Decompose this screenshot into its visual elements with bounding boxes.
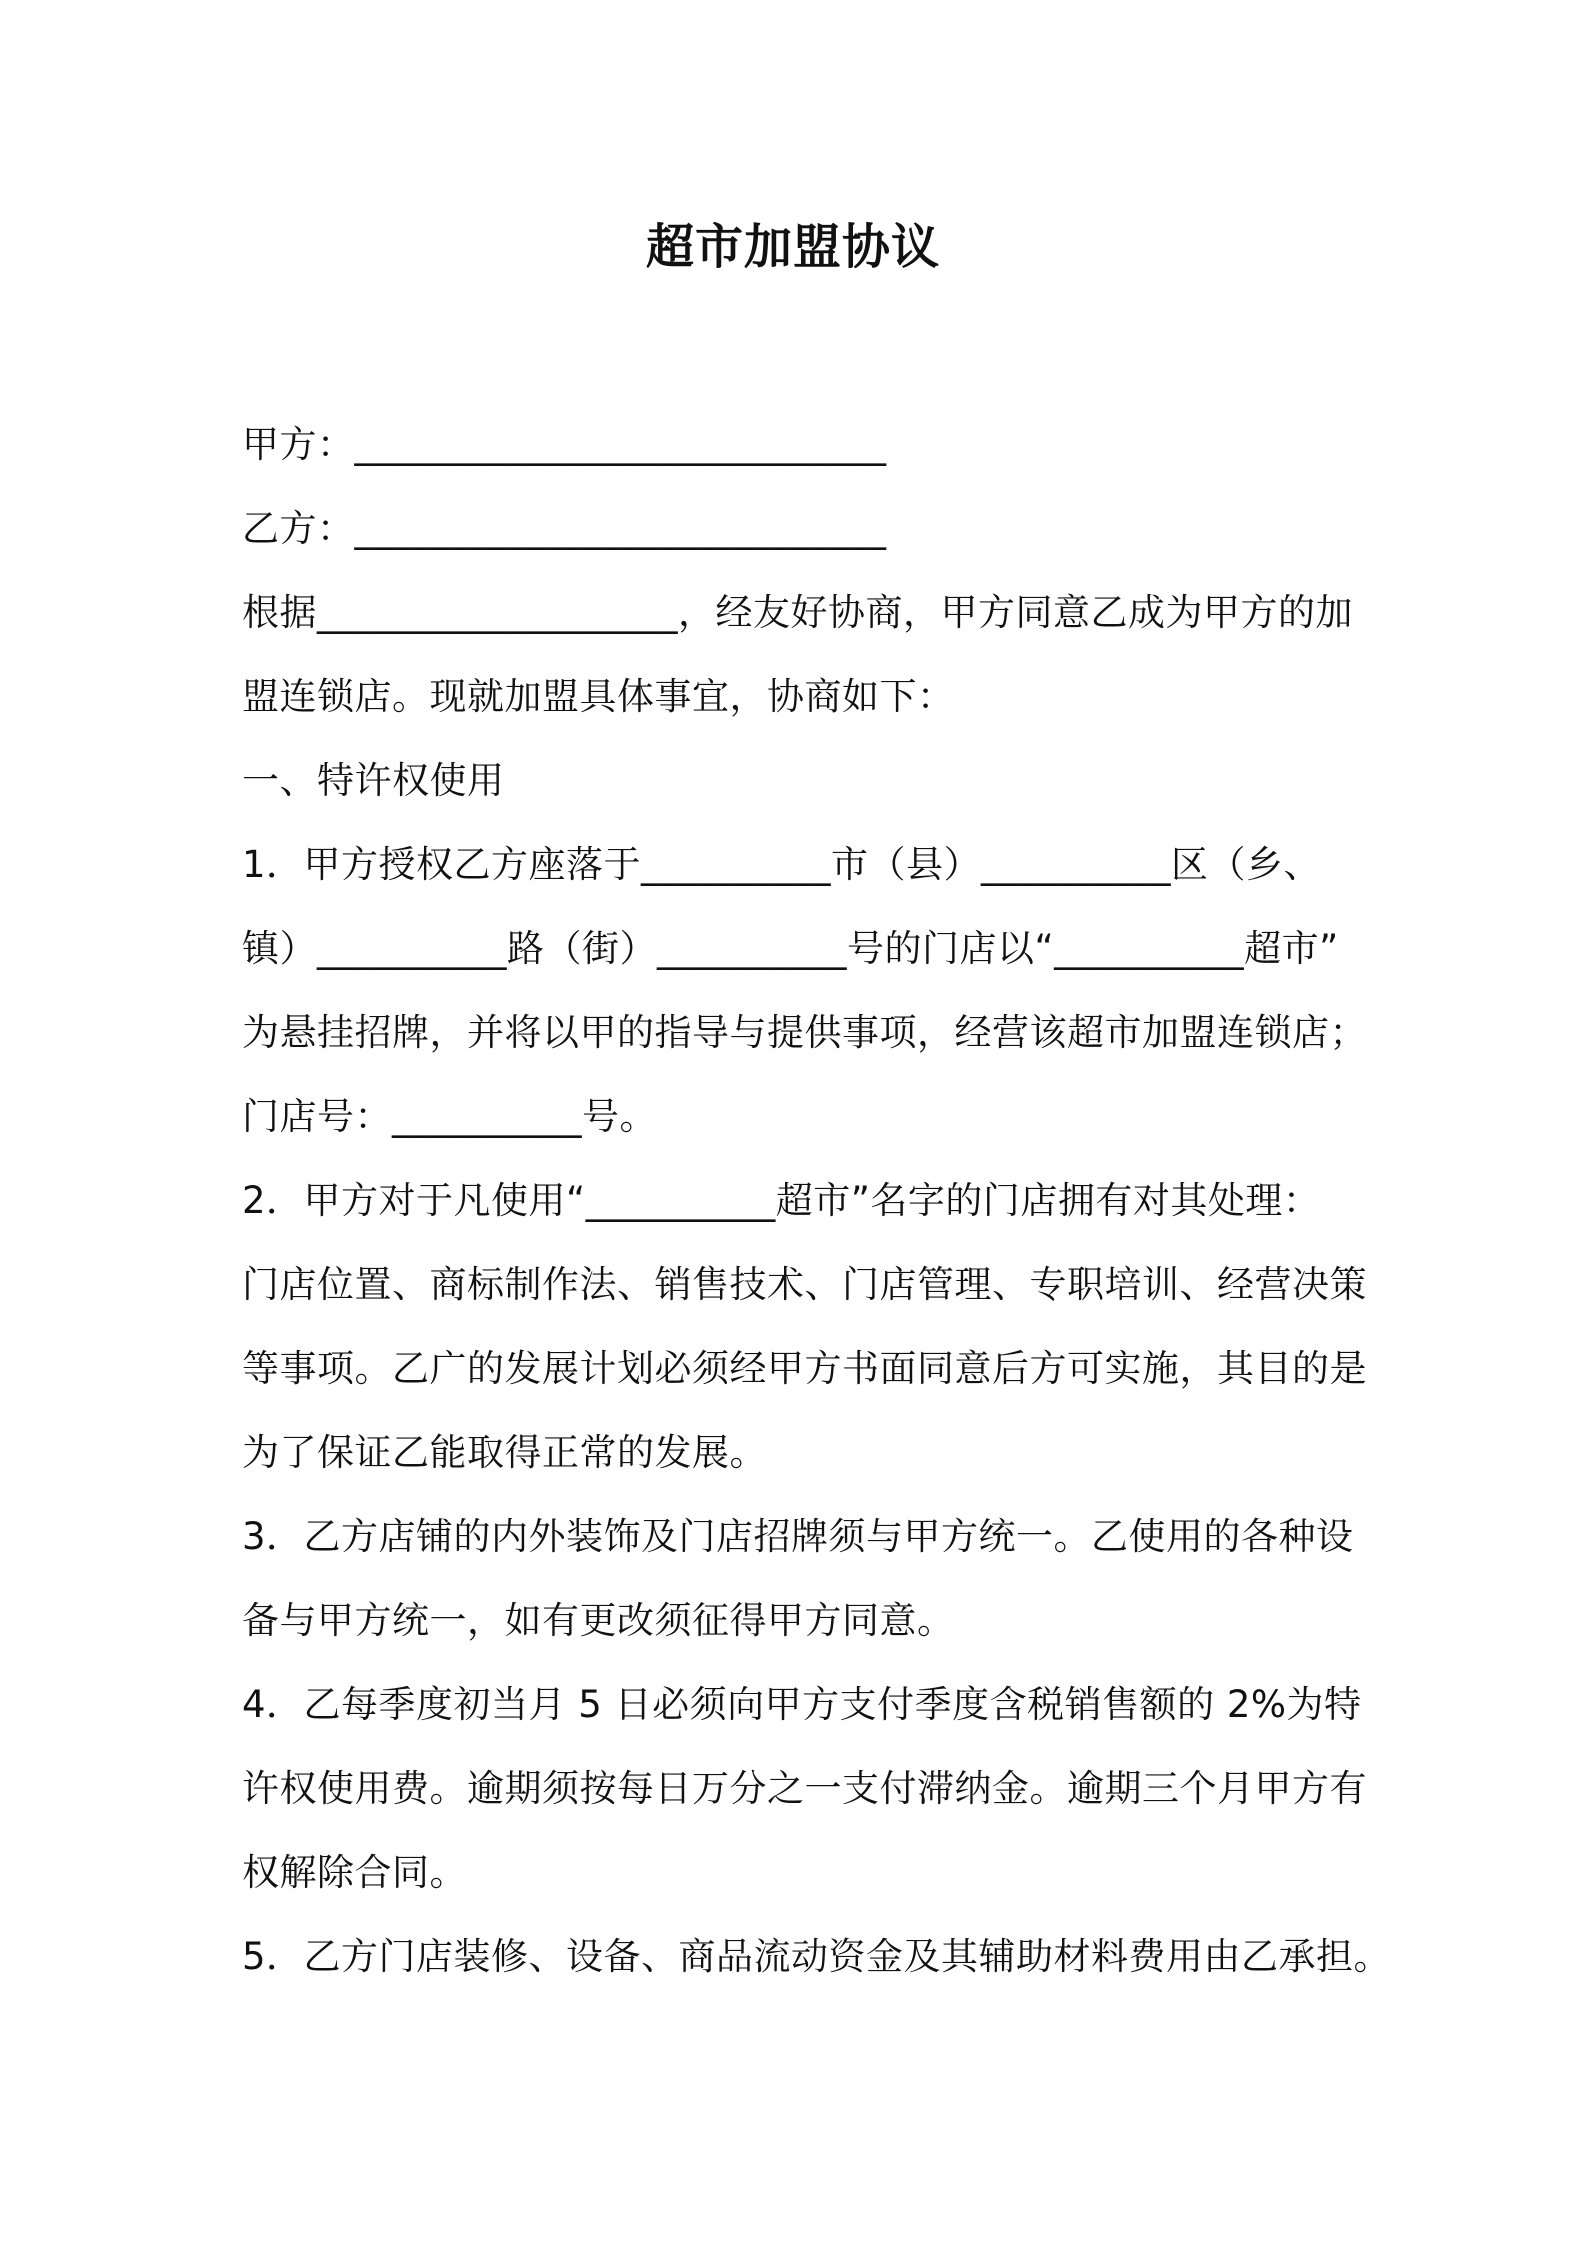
clause-2-line: 为了保证乙能取得正常的发展。 [242,1431,767,1474]
preamble-line: 根据___________________，经友好协商，甲方同意乙成为甲方的加 [242,591,1353,634]
clause-3-line: 备与甲方统一，如有更改须征得甲方同意。 [242,1599,955,1642]
clause-1-line: 镇）__________路（街）__________号的门店以“__________超市” [242,927,1339,970]
clause-1-line: 为悬挂招牌，并将以甲的指导与提供事项，经营该超市加盟连锁店； [242,1011,1367,1054]
clause-1-line: 门店号：__________号。 [242,1095,657,1138]
party-b-line: 乙方：____________________________ [242,507,887,550]
party-a-line: 甲方：____________________________ [242,423,887,466]
document-body [242,403,1392,1999]
clause-1-line: 1．甲方授权乙方座落于__________市（县）__________区（乡、 [242,843,1322,886]
clause-4-line: 4．乙每季度初当月 5 日必须向甲方支付季度含税销售额的 2%为特 [242,1683,1362,1726]
clause-2-line: 等事项。乙广的发展计划必须经甲方书面同意后方可实施，其目的是 [242,1347,1367,1390]
document-title: 超市加盟协议 [645,219,940,275]
clause-2-line: 门店位置、商标制作法、销售技术、门店管理、专职培训、经营决策 [242,1263,1367,1306]
clause-4-line: 权解除合同。 [242,1851,467,1894]
preamble-line: 盟连锁店。现就加盟具体事宜，协商如下： [242,675,955,718]
clause-5-line: 5．乙方门店装修、设备、商品流动资金及其辅助材料费用由乙承担。 [242,1935,1392,1978]
section-heading: 一、特许权使用 [242,759,505,802]
clause-4-line: 许权使用费。逾期须按每日万分之一支付滞纳金。逾期三个月甲方有 [242,1767,1367,1810]
clause-2-line: 2．甲方对于凡使用“__________超市”名字的门店拥有对其处理： [242,1179,1321,1222]
clause-3-line: 3．乙方店铺的内外装饰及门店招牌须与甲方统一。乙使用的各种设 [242,1515,1354,1558]
